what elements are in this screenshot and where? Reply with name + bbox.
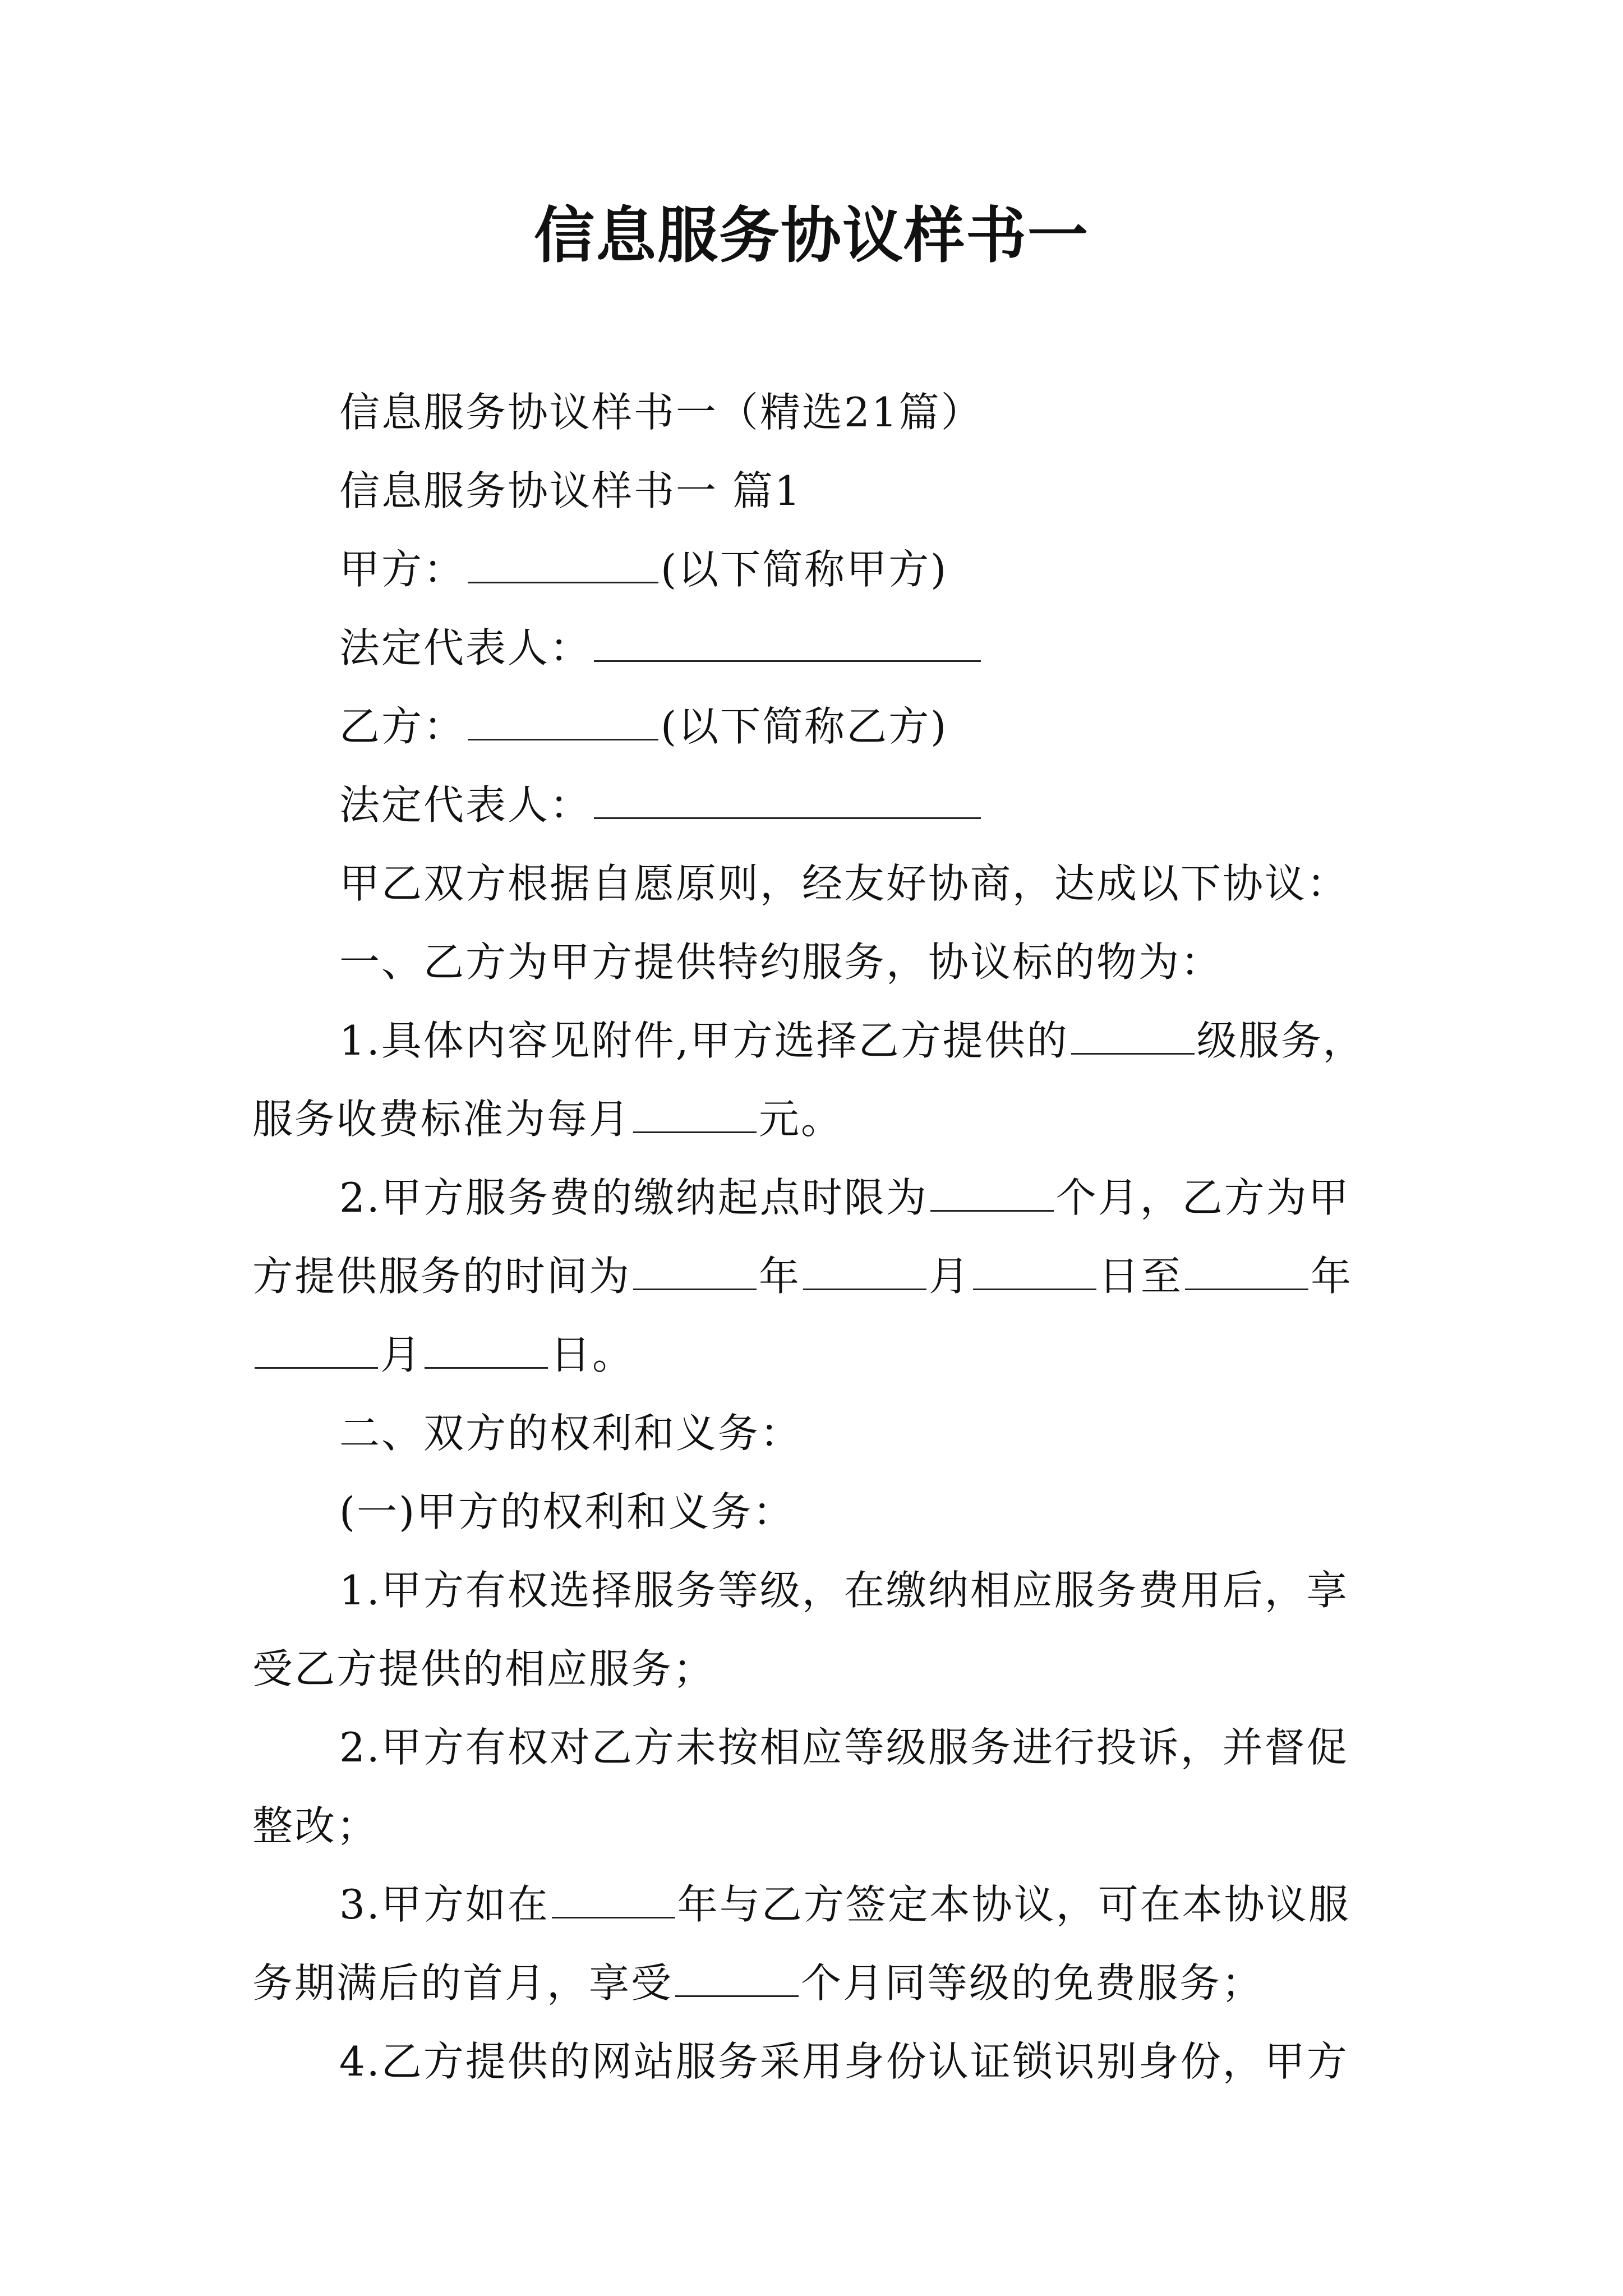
party-b-line — [252, 687, 1386, 766]
paragraph-line — [252, 1315, 1386, 1394]
paragraph-line: (一)甲方的权利和义务： — [339, 1488, 795, 1535]
paragraph-line — [252, 1080, 1386, 1158]
blank-field — [675, 1962, 799, 1997]
paragraph-line: 二、双方的权利和义务： — [339, 1410, 803, 1457]
text-segment: 年与乙方签定本协议，可在本协议服 — [677, 1881, 1350, 1928]
text-segment: 级服务， — [1196, 1017, 1365, 1064]
paragraph-line: 4.乙方提供的网站服务采用身份认证锁识别身份，甲方 — [339, 2038, 1349, 2085]
text-segment: 月 — [929, 1253, 971, 1300]
text-segment: 务期满后的首月，享受 — [252, 1959, 674, 2007]
text-segment: 1.具体内容见附件,甲方选择乙方提供的 — [339, 1017, 1069, 1064]
text-segment: 3.甲方如在 — [339, 1881, 550, 1928]
blank-field — [633, 1098, 757, 1133]
blank-field — [633, 1255, 757, 1290]
text-segment: 个月，乙方为甲 — [1055, 1174, 1350, 1221]
text-segment: 日。 — [550, 1331, 635, 1378]
blank-field — [425, 1333, 548, 1369]
text-segment: 元。 — [759, 1096, 843, 1143]
paragraph-line — [252, 1944, 1386, 2022]
party-b-label: 乙方： — [339, 703, 466, 750]
blank-field — [973, 1255, 1096, 1290]
party-a-label: 甲方： — [339, 546, 466, 593]
text-segment: 月 — [380, 1331, 423, 1378]
blank-field — [552, 1883, 675, 1918]
paragraph-line: 甲乙双方根据自愿原则，经友好协商，达成以下协议： — [339, 860, 1349, 907]
blank-field — [1071, 1019, 1195, 1055]
text-segment: 年 — [1311, 1253, 1353, 1300]
party-a-blank — [468, 548, 658, 583]
paragraph-line — [252, 1865, 1386, 1944]
paragraph-section-heading: 信息服务协议样书一 篇1 — [339, 467, 802, 514]
party-a-representative-line — [252, 609, 1386, 687]
paragraph-line — [252, 1237, 1386, 1315]
party-a-line — [252, 530, 1386, 609]
text-segment: 个月同等级的免费服务； — [801, 1959, 1264, 2007]
text-segment: 日至 — [1099, 1253, 1183, 1300]
text-segment: 2.甲方服务费的缴纳起点时限为 — [339, 1174, 928, 1221]
paragraph-line: 1.甲方有权选择服务等级，在缴纳相应服务费用后，享 — [339, 1567, 1349, 1614]
paragraph-line: 受乙方提供的相应服务； — [252, 1645, 716, 1692]
text-segment: 年 — [759, 1253, 801, 1300]
blank-field — [930, 1176, 1054, 1212]
document-body — [252, 373, 1386, 2101]
blank-field — [1185, 1255, 1308, 1290]
paragraph-line: 整改； — [252, 1802, 379, 1849]
blank-field — [255, 1333, 378, 1369]
text-segment: 方提供服务的时间为 — [252, 1253, 631, 1300]
party-b-representative-line — [252, 766, 1386, 844]
representative-label: 法定代表人： — [339, 624, 592, 671]
paragraph-line — [252, 1001, 1386, 1080]
paragraph-line: 2.甲方有权对乙方未按相应等级服务进行投诉，并督促 — [339, 1724, 1349, 1771]
document-title: 信息服务协议样书一 — [533, 200, 1089, 271]
representative-blank — [594, 784, 981, 819]
paragraph-line: 一、乙方为甲方提供特约服务，协议标的物为： — [339, 938, 1223, 986]
party-b-blank — [468, 705, 658, 740]
blank-field — [803, 1255, 926, 1290]
party-a-suffix: (以下简称甲方) — [661, 546, 948, 593]
paragraph-line — [252, 1158, 1386, 1237]
party-b-suffix: (以下简称乙方) — [661, 703, 948, 750]
representative-blank — [594, 627, 981, 662]
paragraph-subtitle: 信息服务协议样书一（精选21篇） — [339, 389, 983, 436]
text-segment: 服务收费标准为每月 — [252, 1096, 631, 1143]
representative-label: 法定代表人： — [339, 781, 592, 829]
